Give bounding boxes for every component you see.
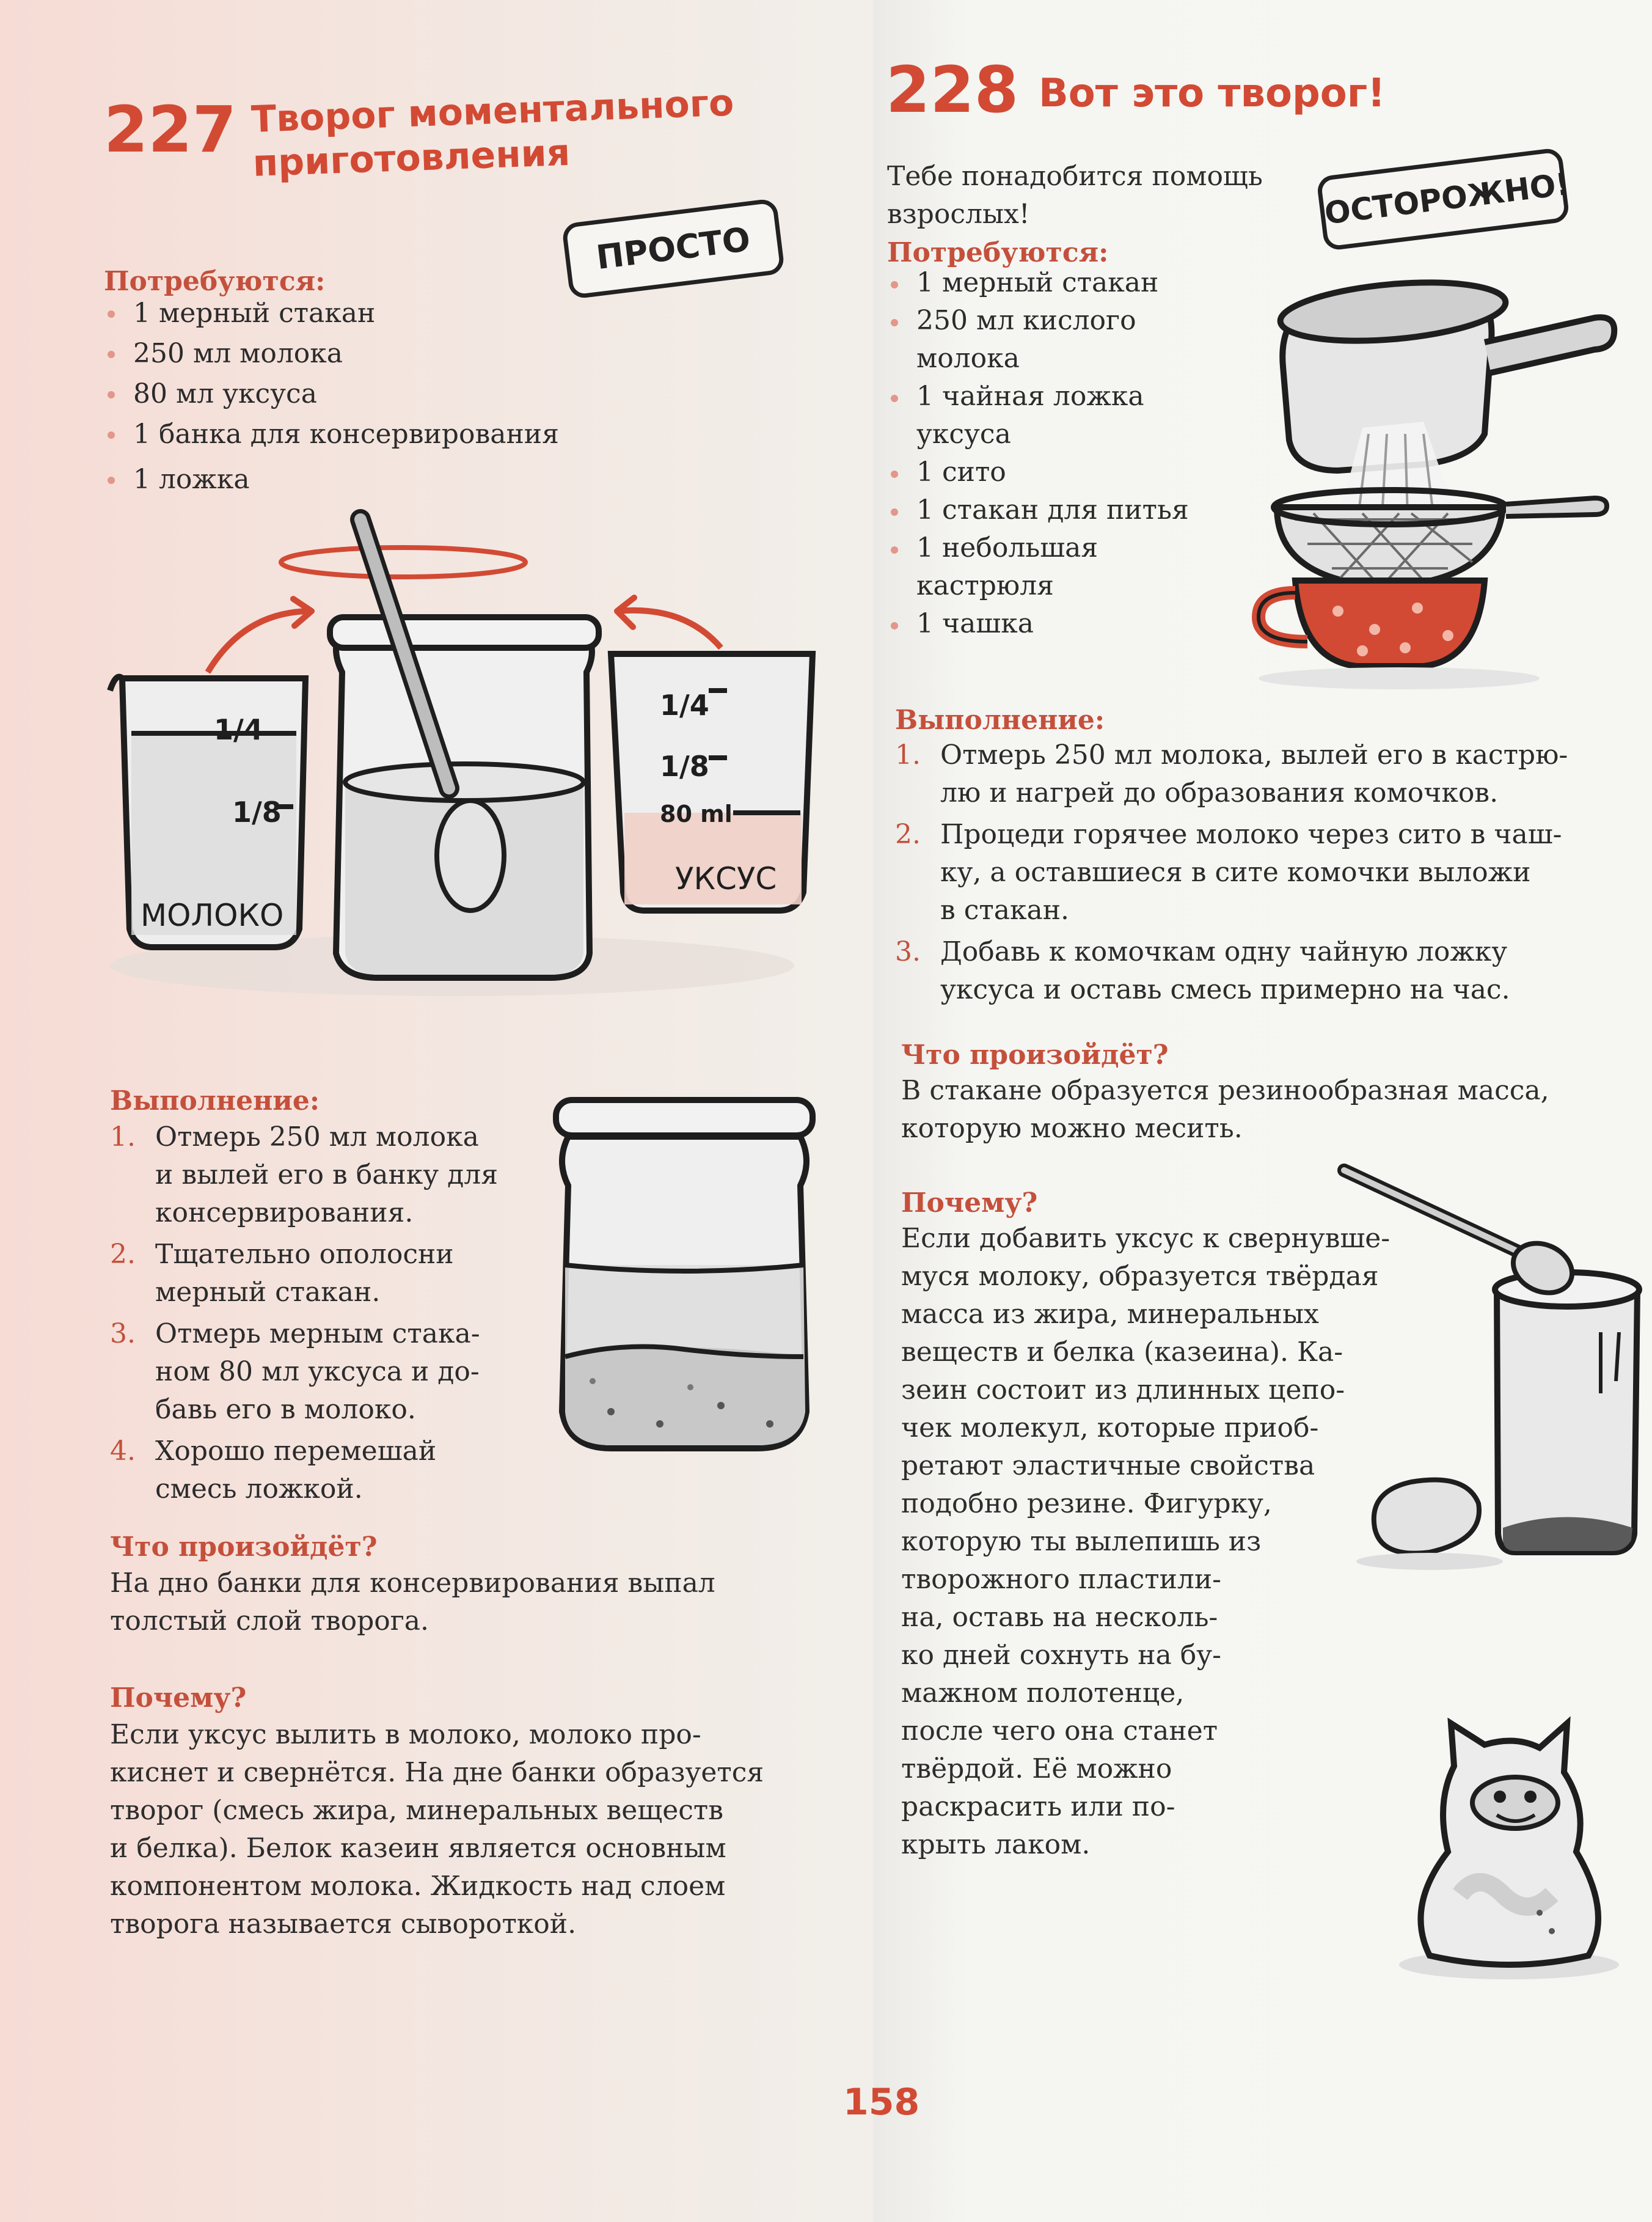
saucepan-icon: [1278, 275, 1614, 471]
exp228-number: 228: [886, 53, 1019, 127]
cup-label-eighth: 1/8: [232, 796, 282, 829]
exp227-what-text: На дно банки для консервирования выпал толстый слой творога.: [110, 1568, 715, 1637]
exp228-badge-caution: ОСТОРОЖНО!: [1316, 147, 1570, 251]
list-item: 1. Отмерь 250 мл молока и вылей его в банку для консервирования.: [110, 1121, 498, 1228]
page-number: 158: [843, 2081, 920, 2124]
list-item: 1 стакан для питья: [887, 491, 1189, 529]
list-item: 1 чашка: [887, 605, 1189, 643]
exp228-title: Вот это творог!: [1039, 71, 1386, 116]
exp228-why-heading: Почему?: [901, 1187, 1038, 1219]
cup-label-quarter: 1/4: [214, 713, 263, 746]
list-item: 1 ложка: [104, 460, 559, 500]
exp228-intro: Тебе понадобится помощь взрослых!: [887, 161, 1263, 230]
list-item: 1 мерный стакан: [104, 293, 559, 334]
list-item: 80 мл уксуса: [104, 374, 559, 414]
exp227-why-text: Если уксус вылить в молоко, молоко про- киснет и свернётся. На дне банки образуется творог (смесь жира, минеральных веществ и белка). Белок казеин является основным компонентом молока. Жидкость над слоем творога называется сывороткой.: [110, 1719, 764, 1940]
exp228-glass-illustration: [1332, 1149, 1650, 1577]
jar-with-spoon-icon: [281, 519, 599, 978]
list-item: 2. Процеди горячее молоко через сито в чаш- ку, а оставшиеся в сите комочки выложи в стакан.: [895, 819, 1562, 926]
list-item: 4. Хорошо перемешай смесь ложкой.: [110, 1436, 437, 1505]
list-item: 250 мл молока: [104, 334, 559, 374]
exp228-straining-illustration: [1240, 275, 1631, 691]
jar-with-curd-icon: [556, 1100, 813, 1448]
exp227-number: 227: [104, 92, 237, 167]
exp228-what-heading: Что произойдёт?: [901, 1040, 1169, 1071]
exp227-title-line2: приготовления: [252, 131, 571, 185]
exp228-what-text: В стакане образуется резинообразная масса, которую можно месить.: [901, 1075, 1549, 1144]
exp227-mixing-illustration: [73, 489, 868, 1014]
exp227-what-heading: Что произойдёт?: [110, 1531, 378, 1563]
exp228-steps-list: [895, 736, 1616, 1009]
list-item: 1 чайная ложка уксуса: [887, 378, 1189, 453]
red-cup-icon: [1259, 581, 1540, 689]
exp227-needs-heading: Потребуются:: [104, 266, 326, 297]
list-item: 3. Отмерь мерным стака- ном 80 мл уксуса и до- бавь его в молоко.: [110, 1318, 480, 1425]
exp228-needs-heading: Потребуются:: [887, 237, 1109, 268]
exp227-badge-easy: ПРОСТО: [561, 198, 785, 299]
list-item: 1 мерный стакан: [887, 264, 1189, 302]
exp227-steps-list: [110, 1118, 538, 1508]
exp227-title: [250, 81, 736, 185]
cup-label-eighth: 1/8: [660, 750, 709, 783]
measuring-cup-milk-icon: [110, 677, 305, 948]
exp227-needs-list: [104, 293, 559, 500]
measuring-cup-vinegar-icon: [611, 654, 813, 911]
list-item: 250 мл кислого молока: [887, 302, 1189, 378]
list-item: 1 небольшая кастрюля: [887, 529, 1189, 605]
curd-lump-icon: [1356, 1480, 1503, 1570]
list-item: 1 банка для консервирования: [104, 414, 559, 455]
exp228-steps-heading: Выполнение:: [895, 705, 1105, 736]
list-item: 2. Тщательно ополосни мерный стакан.: [110, 1239, 454, 1308]
list-item: 1. Отмерь 250 мл молока, вылей его в кастрю- лю и нагрей до образования комочков.: [895, 739, 1568, 809]
cup-label-vinegar: УКСУС: [675, 861, 777, 897]
exp228-needs-list: [887, 264, 1189, 643]
exp227-curd-jar-illustration: [538, 1094, 831, 1473]
cup-label-milk: МОЛОКО: [141, 898, 284, 933]
exp228-why-text: Если добавить уксус к свернувше- муся молоку, образуется твёрдая масса из жира, минеральных веществ и белка (казеина). Ка- зеин состоит из длинных цепо- чек молекул, которые приоб- ретают эластичные свойства подобно резине. Фигурку, которую ты вылепишь из творожного пластили- на, оставь на несколь- ко дней сохнуть на бу- мажном полотенце, после чего она станет твёрдой. Её можно раскрасить или по- крыть лаком.: [901, 1223, 1391, 1860]
list-item: 3. Добавь к комочкам одну чайную ложку уксуса и оставь смесь примерно на час.: [895, 936, 1510, 1005]
exp227-why-heading: Почему?: [110, 1682, 247, 1714]
sieve-icon: [1274, 490, 1607, 587]
exp228-figurine-illustration: [1393, 1711, 1625, 1986]
list-item: 1 сито: [887, 453, 1189, 491]
exp227-title-line1: Творог моментального: [250, 81, 735, 141]
cat-figurine-icon: [1399, 1723, 1619, 1979]
exp227-steps-heading: Выполнение:: [110, 1085, 320, 1116]
cup-label-quarter: 1/4: [660, 689, 709, 722]
cup-label-80ml: 80 ml: [660, 801, 733, 827]
